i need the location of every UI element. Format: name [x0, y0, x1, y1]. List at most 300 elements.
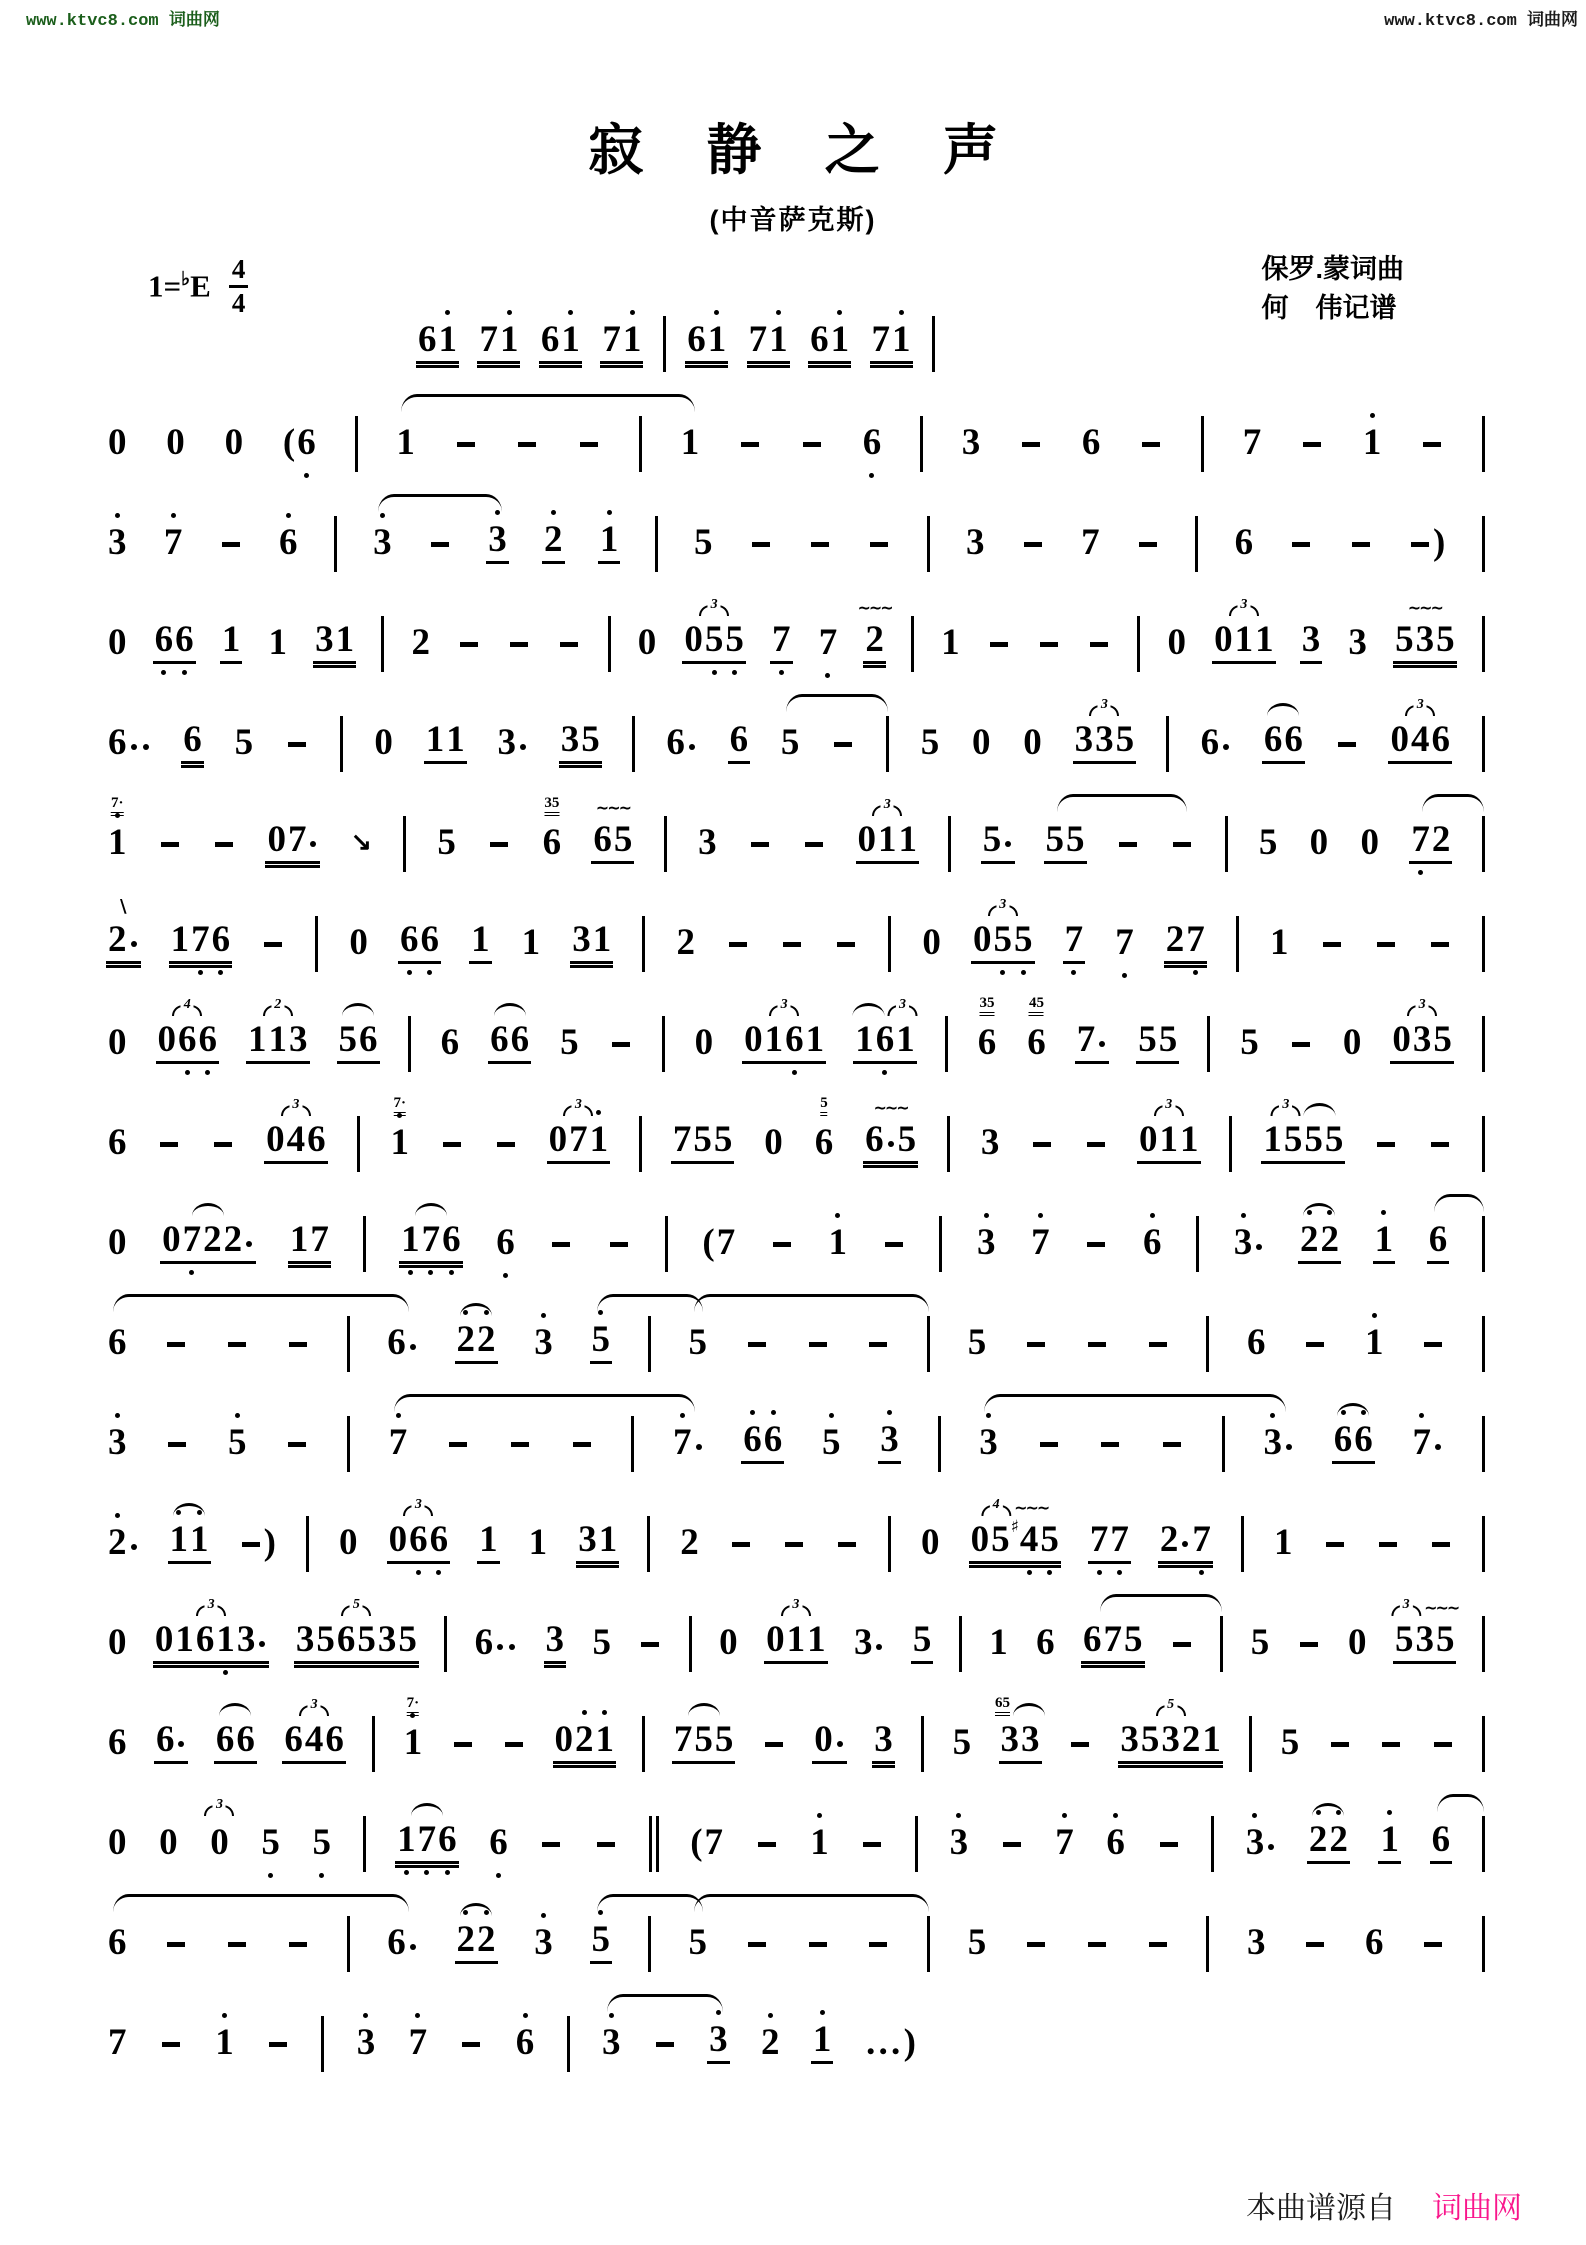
- note-cell: 6: [1104, 1822, 1127, 1880]
- note-cell: 0 7 2 2: [160, 1219, 256, 1280]
- note-cell: [769, 1242, 795, 1280]
- note-cell: ~~~ 2: [863, 619, 886, 680]
- note-cell: 5: [693, 522, 713, 563]
- tuplet-icon: 3: [887, 1005, 917, 1016]
- note-cell: [163, 1942, 189, 1980]
- score-line: [106, 1180, 1486, 1280]
- dash-rest: [573, 1442, 591, 1447]
- barline: [566, 2016, 571, 2080]
- note-cell: 6 6: [488, 1019, 531, 1080]
- note-cell: 1: [528, 1522, 548, 1563]
- barline: [938, 1216, 943, 1280]
- note-cell: 1 7: [288, 1219, 331, 1280]
- note-cell: [456, 642, 482, 680]
- footer: [1246, 2183, 1522, 2227]
- note-cell: [1430, 1742, 1456, 1780]
- trill-icon: ~~~: [1424, 1598, 1459, 1617]
- ornament-layer: [1089, 697, 1119, 716]
- tuplet-icon: 3: [563, 1105, 593, 1116]
- note-cell: [1084, 1942, 1110, 1980]
- ornament-layer: [544, 795, 559, 817]
- note-cell: [1419, 442, 1445, 480]
- note-cell: [218, 542, 244, 580]
- note-cell: 0: [1309, 822, 1329, 863]
- dash-rest: [1432, 1542, 1450, 1547]
- note-cell: [728, 1542, 754, 1580]
- barline: [1210, 1816, 1215, 1880]
- barline: [1205, 1316, 1210, 1380]
- note-cell: [805, 1342, 831, 1380]
- note-cell: [834, 1542, 860, 1580]
- note-cell: 3 0 4 6: [264, 1119, 328, 1180]
- dash-rest: [597, 1842, 615, 1847]
- barline: [920, 1716, 925, 1780]
- note-cell: 5: [688, 1322, 707, 1363]
- note-cell: 1: [521, 922, 541, 963]
- note-cell: 6: [1430, 1819, 1453, 1880]
- dash-rest: [863, 1842, 881, 1847]
- note-cell: [486, 842, 512, 880]
- note-cell: 6: [108, 1722, 127, 1763]
- barline: [947, 816, 952, 880]
- ornament-layer: [688, 1703, 720, 1716]
- dash-rest: [837, 942, 855, 947]
- note-cell: 1: [808, 1822, 831, 1880]
- dash-rest: [443, 1142, 461, 1147]
- dash-rest: [449, 1442, 467, 1447]
- barline: [443, 1616, 448, 1680]
- dash-rest: [1101, 1442, 1119, 1447]
- grace-note: 7·: [393, 1095, 406, 1117]
- barline: [362, 1216, 367, 1280]
- slur-icon: [1267, 703, 1299, 716]
- barline: [607, 616, 612, 680]
- dash-rest: [803, 442, 821, 447]
- note-cell: 3: [106, 1422, 129, 1480]
- score-line: [106, 880, 1486, 980]
- note-cell: [1083, 1242, 1109, 1280]
- dash-rest: [228, 1942, 246, 1947]
- note-cell: 7: [1081, 522, 1100, 563]
- dash-rest: [610, 1242, 628, 1247]
- note-cell: 1: [1378, 1819, 1401, 1880]
- note-cell: 35 6: [977, 994, 997, 1063]
- sharp-icon: ♯: [1010, 1517, 1019, 1537]
- note-cell: [781, 1542, 807, 1580]
- slur-arc: [597, 1294, 703, 1313]
- note-cell: 0: [764, 1122, 783, 1163]
- note-cell: [608, 1042, 634, 1080]
- barline: [1221, 1416, 1226, 1480]
- barline: [654, 516, 659, 580]
- dash-rest: [167, 1942, 185, 1947]
- grace-note: 35: [544, 795, 559, 817]
- dash-rest: [1331, 1742, 1349, 1747]
- note-cell: 0 7: [265, 819, 320, 880]
- note-cell: 1: [213, 2022, 236, 2080]
- barline: [1240, 1516, 1245, 1580]
- slur-icon: [342, 1003, 374, 1016]
- score-line: [106, 1680, 1486, 1780]
- note-cell: 6: [487, 1822, 510, 1880]
- note-cell: 1: [827, 1222, 850, 1280]
- note-cell: 6: [154, 1719, 189, 1780]
- note-cell: 5 5: [1136, 1019, 1179, 1080]
- ornament-layer: [1271, 1097, 1336, 1116]
- note-cell: 6: [1234, 522, 1254, 563]
- note-cell: [725, 942, 751, 980]
- subtitle-instrument: (中音萨克斯): [709, 205, 877, 235]
- tuplet-icon: 3: [1407, 1005, 1437, 1016]
- note-cell: [881, 1242, 907, 1280]
- note-cell: 6: [1141, 1222, 1164, 1280]
- note-cell: 6: [181, 719, 204, 780]
- note-cell: 3 0 4 6: [1388, 719, 1452, 780]
- barline: [647, 1916, 652, 1980]
- ornament-layer: [196, 1597, 226, 1616]
- note-cell: [779, 942, 805, 980]
- note-cell: 0: [1167, 622, 1186, 663]
- dash-rest: [454, 1742, 472, 1747]
- note-cell: ( 7: [702, 1222, 736, 1263]
- note-cell: [744, 1942, 770, 1980]
- dash-rest: [809, 1942, 827, 1947]
- note-cell: [748, 542, 774, 580]
- dash-rest: [641, 1642, 659, 1647]
- note-cell: [1373, 942, 1399, 980]
- note-cell: 6 1: [416, 319, 459, 380]
- note-cell: 7: [387, 1422, 410, 1480]
- note-cell: 7 1: [477, 319, 520, 380]
- slur-arc: [607, 1994, 723, 2013]
- ornament-layer: [494, 1003, 526, 1016]
- dash-rest: [1352, 542, 1370, 547]
- note-cell: [1036, 642, 1062, 680]
- note-cell: 2: [542, 519, 565, 580]
- dash-rest: [289, 1942, 307, 1947]
- dash-rest: [752, 542, 770, 547]
- note-cell: 3 1: [570, 919, 613, 980]
- note-cell: 3 1 5 5 5: [1261, 1119, 1345, 1180]
- ornament-layer: [769, 997, 799, 1016]
- note-cell: 6: [106, 722, 153, 780]
- tuplet-icon: 3: [403, 1505, 433, 1516]
- note-cell: 0: [108, 1222, 127, 1263]
- dash-rest: [518, 442, 536, 447]
- ornament-layer: [979, 995, 994, 1017]
- note-cell: 3 1 6 1: [853, 1019, 917, 1080]
- note-cell: ( 7: [690, 1822, 724, 1863]
- dash-rest: [1173, 842, 1191, 847]
- note-cell: 0: [812, 1719, 847, 1780]
- note-cell: 3: [532, 1322, 555, 1380]
- dash-rest: [870, 542, 888, 547]
- trill-icon: ~~~: [857, 598, 892, 617]
- dash-rest: [1431, 1142, 1449, 1147]
- barline: [647, 1316, 652, 1380]
- note-cell: 1: [598, 519, 621, 580]
- slur-icon: [415, 1203, 447, 1216]
- ornament-layer: [857, 600, 891, 616]
- barline: [1200, 416, 1205, 480]
- note-cell: 0: [159, 1822, 178, 1863]
- dash-rest: [1434, 1742, 1452, 1747]
- ornament-layer: [411, 1803, 443, 1816]
- note-cell: 0: [1360, 822, 1379, 863]
- ornament-layer: [981, 1497, 1049, 1517]
- barline: [1481, 1916, 1486, 1980]
- note-cell: 2 2: [1307, 1819, 1350, 1880]
- dash-rest: [1027, 1342, 1045, 1347]
- dash-rest: [1149, 1942, 1167, 1947]
- note-cell: 5: [590, 1919, 613, 1980]
- barline: [944, 1016, 949, 1080]
- dash-rest: [1379, 1542, 1397, 1547]
- note-cell: 3 0: [208, 1822, 231, 1880]
- note-cell: [833, 942, 859, 980]
- slur-icon: [494, 1003, 526, 1016]
- dash-rest: [215, 842, 233, 847]
- note-cell: [224, 1942, 250, 1980]
- note-cell: [1327, 1742, 1353, 1780]
- score-line: [106, 1580, 1486, 1680]
- note-cell: 1 7 6: [395, 1819, 459, 1880]
- barline: [1195, 1216, 1200, 1280]
- note-cell: [1135, 542, 1161, 580]
- note-cell: 4 0 6 6: [156, 1019, 220, 1080]
- note-cell: [285, 1342, 311, 1380]
- footer-site-link[interactable]: 词曲网: [1432, 2192, 1522, 2225]
- dash-rest: [758, 1842, 776, 1847]
- note-cell: 2: [680, 1522, 699, 1563]
- dash-rest: [1323, 942, 1341, 947]
- dash-rest: [1003, 1842, 1021, 1847]
- note-cell: [1375, 1542, 1401, 1580]
- note-cell: [761, 1742, 787, 1780]
- score-line: [106, 1280, 1486, 1380]
- tuplet-icon: 3: [988, 905, 1018, 916]
- ornament-layer: [192, 1203, 224, 1216]
- grace-note: 7·: [111, 795, 124, 817]
- note-cell: [1302, 1342, 1328, 1380]
- note-cell: 7 5 5: [672, 1719, 736, 1780]
- note-cell: \ 2: [106, 919, 141, 980]
- barline: [1481, 1516, 1486, 1580]
- note-cell: 6: [1365, 1922, 1384, 1963]
- note-cell: [548, 1242, 574, 1280]
- note-cell: [830, 742, 856, 780]
- dash-rest: [1040, 1442, 1058, 1447]
- ornament-layer: [281, 1097, 311, 1116]
- note-cell: 3 0 1 1: [856, 819, 920, 880]
- dash-rest: [497, 1142, 515, 1147]
- dash-rest: [542, 1842, 560, 1847]
- note-cell: 3: [948, 1822, 971, 1880]
- note-cell: [211, 842, 237, 880]
- score-line: [106, 1380, 1486, 1480]
- slur-arc: [786, 694, 889, 713]
- barline: [937, 1416, 942, 1480]
- note-cell: 5: [226, 1422, 249, 1480]
- dash-rest: [560, 642, 578, 647]
- barline: [339, 716, 344, 780]
- note-cell: 3: [878, 1419, 901, 1480]
- tuplet-icon: 3: [299, 1705, 329, 1716]
- note-cell: [501, 1742, 527, 1780]
- note-cell: [1169, 842, 1195, 880]
- note-cell: 7: [1029, 1222, 1052, 1280]
- note-cell: [606, 1242, 632, 1280]
- slur-arc: [597, 1894, 703, 1913]
- note-cell: [799, 442, 825, 480]
- barline: [638, 1116, 643, 1180]
- note-cell: 5: [259, 1822, 282, 1880]
- note-cell: 3: [1244, 1822, 1279, 1880]
- note-cell: [805, 1942, 831, 1980]
- dash-rest: [160, 1142, 178, 1147]
- note-cell: 1: [477, 1519, 500, 1580]
- note-cell: 3: [1247, 1922, 1266, 1963]
- dash-rest: [811, 542, 829, 547]
- note-cell: 0: [1348, 1622, 1367, 1663]
- slur-arc: [378, 494, 502, 513]
- note-cell: 6: [1081, 422, 1101, 463]
- note-cell: [1299, 442, 1325, 480]
- dash-rest: [741, 442, 759, 447]
- note-cell: … ): [864, 2022, 916, 2063]
- note-cell: [807, 542, 833, 580]
- credit-composer: 保罗.蒙词曲: [1261, 254, 1404, 284]
- dash-rest: [288, 1442, 306, 1447]
- ornament-layer: [219, 1703, 251, 1716]
- note-cell: 6: [108, 1922, 127, 1963]
- barline: [662, 316, 667, 380]
- slur-arc: [394, 1394, 696, 1413]
- note-cell: 5: [967, 1322, 987, 1363]
- note-cell: [1145, 1942, 1171, 1980]
- barline: [914, 1816, 919, 1880]
- barline: [885, 716, 890, 780]
- note-cell: [514, 442, 540, 480]
- note-cell: 0: [108, 422, 127, 463]
- note-cell: 7: [162, 522, 185, 580]
- note-cell: 5: [967, 1922, 987, 1963]
- note-cell: 7: [1242, 422, 1262, 463]
- note-cell: [999, 1842, 1025, 1880]
- dash-rest: [264, 942, 282, 947]
- dash-rest: [242, 1542, 260, 1547]
- score-line: [106, 480, 1486, 580]
- barline: [1228, 1116, 1233, 1180]
- note-cell: 5 3 5 3 2 1: [1118, 1719, 1223, 1780]
- note-cell: 3: [355, 2022, 378, 2080]
- note-cell: [1420, 1342, 1446, 1380]
- note-cell: 2 7: [1158, 1519, 1213, 1580]
- note-cell: 3: [961, 422, 981, 463]
- ornament-layer: [873, 1100, 907, 1116]
- dash-rest: [1173, 1642, 1191, 1647]
- barline: [664, 1216, 669, 1280]
- note-cell: [265, 2042, 291, 2080]
- note-cell: [1083, 1142, 1109, 1180]
- note-cell: [569, 1442, 595, 1480]
- dash-rest: [167, 1342, 185, 1347]
- note-cell: 5: [1240, 1022, 1259, 1063]
- note-cell: 5: [234, 722, 254, 763]
- dash-rest: [885, 1242, 903, 1247]
- ornament-layer: [988, 897, 1018, 916]
- ornament-layer: [1154, 1097, 1184, 1116]
- note-cell: [1159, 1442, 1185, 1480]
- note-cell: 6 6: [1262, 719, 1305, 780]
- note-cell: 1: [811, 2019, 834, 2080]
- barline: [661, 1016, 666, 1080]
- barline: [1481, 1016, 1486, 1080]
- barline: [1235, 916, 1240, 980]
- tuplet-icon: 3: [1154, 1105, 1184, 1116]
- barline: [1481, 1616, 1486, 1680]
- note-cell: 3: [1300, 619, 1323, 680]
- note-cell: 3: [371, 522, 394, 580]
- page-title: 寂 静 之 声: [588, 119, 1022, 181]
- note-cell: 6 1: [685, 319, 728, 380]
- note-cell: 2 2: [1298, 1219, 1341, 1280]
- barline: [1481, 1216, 1486, 1280]
- barline: [630, 1416, 635, 1480]
- tuplet-icon: 5: [1156, 1705, 1186, 1716]
- note-cell: [1373, 1142, 1399, 1180]
- note-cell: 2: [411, 622, 430, 663]
- note-cell: 3 5: [559, 719, 602, 780]
- ornament-layer: [1229, 597, 1259, 616]
- barline: [663, 816, 668, 880]
- tuplet-icon: 3: [781, 1605, 811, 1616]
- note-cell: 1: [469, 919, 492, 980]
- dash-rest: [1119, 842, 1137, 847]
- note-cell: 7: [1411, 1422, 1446, 1480]
- tuplet-icon: 3: [699, 605, 729, 616]
- note-cell: ~~~ 6 5: [591, 819, 634, 880]
- note-cell: [156, 1142, 182, 1180]
- dash-rest: [511, 1442, 529, 1447]
- note-cell: [556, 642, 582, 680]
- barline: [314, 916, 319, 980]
- slur-arc: [1422, 794, 1485, 813]
- note-cell: 7 1: [747, 319, 790, 380]
- note-cell: 7: [770, 619, 793, 680]
- note-cell: 0: [166, 422, 185, 463]
- note-cell: 5: [1250, 1622, 1270, 1663]
- note-cell: [1427, 942, 1453, 980]
- note-cell: [439, 1142, 465, 1180]
- barline: [1219, 1616, 1224, 1680]
- score-line: [416, 290, 936, 380]
- barline: [1481, 716, 1486, 780]
- note-cell: [866, 542, 892, 580]
- note-cell: 1: [1363, 1322, 1386, 1380]
- note-cell: 2 7: [1164, 919, 1207, 980]
- note-cell: 0: [108, 1022, 127, 1063]
- note-cell: 6: [108, 1122, 127, 1163]
- note-cell: [1319, 942, 1345, 980]
- dash-rest: [869, 1342, 887, 1347]
- ornament-layer: [1391, 1597, 1459, 1617]
- footer-source-text: 本曲谱源自: [1246, 2192, 1396, 2225]
- dash-rest: [1300, 1642, 1318, 1647]
- slur-icon: [1304, 1103, 1336, 1116]
- note-cell: [493, 1142, 519, 1180]
- note-cell: [1322, 1542, 1348, 1580]
